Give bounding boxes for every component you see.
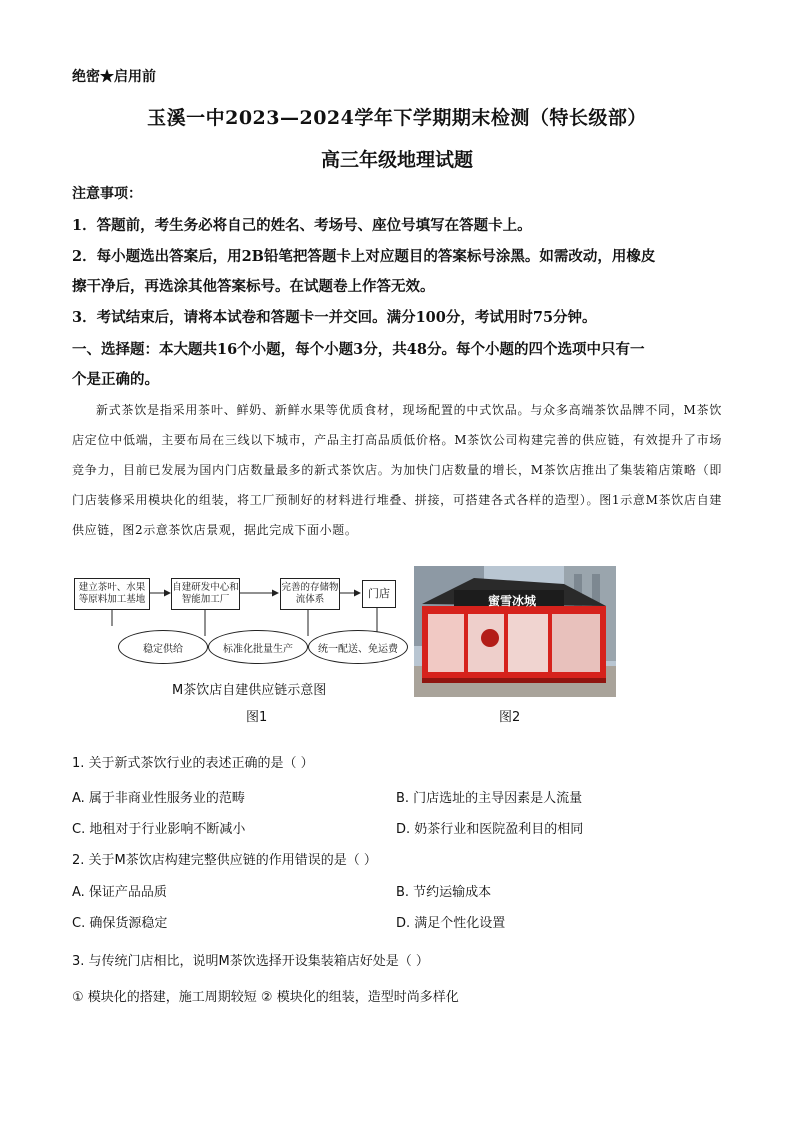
q2-option-d: D. 满足个性化设置 [396,916,506,931]
container-store-photo [414,566,616,697]
q1-option-d: D. 奶茶行业和医院盈利目的相同 [396,822,584,837]
question-1-stem: 1. 关于新式茶饮行业的表述正确的是（ ） [72,756,314,771]
ellipse-standardized-production: 标准化批量生产 [208,630,308,664]
q3-statements: ① 模块化的搭建，施工周期较短 ② 模块化的组装，造型时尚多样化 [72,990,459,1005]
note-item-2-cont: 擦干净后，再选涂其他答案标号。在试题卷上作答无效。 [72,278,435,295]
notes-heading: 注意事项： [72,186,142,202]
ellipse-stable-supply: 稳定供给 [118,630,208,664]
question-3-stem: 3. 与传统门店相比，说明M茶饮选择开设集装箱店好处是（ ） [72,954,429,969]
box-rd-center-factory: 自建研发中心和智能加工厂 [171,578,240,610]
box-storage-logistics: 完善的存储物流体系 [280,578,340,610]
figure1-caption: M茶饮店自建供应链示意图 [172,683,327,698]
box-store: 门店 [362,580,396,608]
store-sign: 蜜雪冰城 [488,594,537,608]
q2-option-c: C. 确保货源稳定 [72,916,168,931]
passage-text: 新式茶饮是指采用茶叶、鲜奶、新鲜水果等优质食材，现场配置的中式饮品。与众多高端茶饮品牌不同，M茶饮店定位中低端，主要布局在三线以下城市，产品主打高品质低价格。M茶饮公司构建完善的供应链，有效提升了市场竞争力，目前已发展为国内门店数量最多的新式茶饮店。为加快门店数量的增长，M茶饮店推出了集装箱店策略（即门店装修采用模块化的组装，将工厂预制好的材料进行堆叠、拼接，可搭建各式各样的造型）。图1示意M茶饮店自建供应链，图2示意茶饮店景观，据此完成下面小题。 [72,403,722,537]
note-item-2: 2．每小题选出答案后，用2B铅笔把答题卡上对应题目的答案标号涂黑。如需改动，用橡皮 [72,248,656,265]
q2-option-a: A. 保证产品品质 [72,885,167,900]
store-scene-illustration [414,566,616,697]
note-item-3: 3．考试结束后，请将本试卷和答题卡一并交回。满分100分，考试用时75分钟。 [72,309,597,326]
exam-subtitle: 高三年级地理试题 [320,149,473,171]
q1-option-a: A. 属于非商业性服务业的范畴 [72,791,245,806]
q1-option-c: C. 地租对于行业影响不断减小 [72,822,246,837]
ellipse-unified-delivery: 统一配送、免运费 [308,630,408,664]
note-item-1: 1．答题前，考生务必将自己的姓名、考场号、座位号填写在答题卡上。 [72,217,532,234]
question-2-stem: 2. 关于M茶饮店构建完整供应链的作用错误的是（ ） [72,853,377,868]
figure1-label: 图1 [246,710,268,725]
confidential-label: 绝密★启用前 [72,69,156,85]
reading-passage [72,395,722,545]
section-heading-cont: 个是正确的。 [72,371,159,388]
q1-option-b: B. 门店选址的主导因素是人流量 [396,791,583,806]
exam-title: 玉溪一中2023—2024学年下学期期末检测（特长级部） [147,107,647,129]
figure2-label: 图2 [499,710,521,725]
section-heading: 一、选择题：本大题共16个小题，每个小题3分，共48分。每个小题的四个选项中只有一 [72,341,645,358]
box-raw-material-base: 建立茶叶、水果等原料加工基地 [74,578,150,610]
q2-option-b: B. 节约运输成本 [396,885,492,900]
